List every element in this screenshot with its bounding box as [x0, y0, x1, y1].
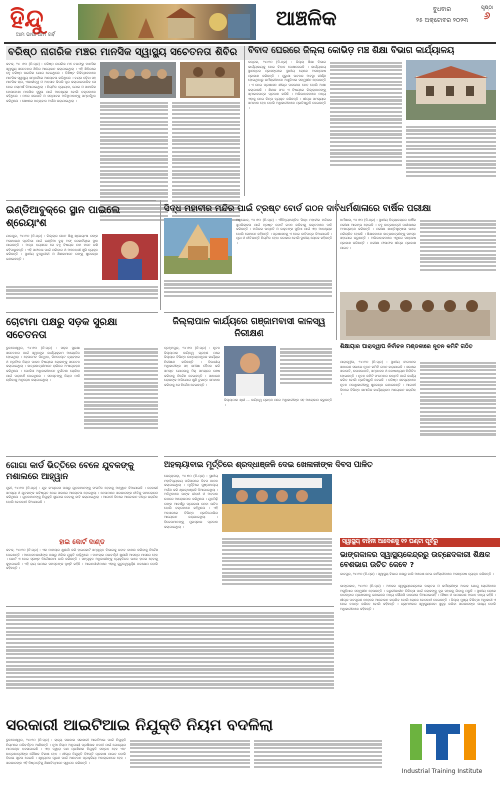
- iti-logo-label: Industrial Training Institute: [401, 768, 483, 775]
- body-committee-col2: [420, 360, 496, 454]
- photo-sreyansh: [102, 234, 158, 280]
- body-board-office-col2: [330, 60, 402, 196]
- headline-health-camp: ବରିଷ୍ଠ ନାଗରିକ ମଞ୍ଚର ମାନସିକ ସ୍ୱାସ୍ଥ୍ୟ ସଚେତନତା ଶିବିର: [6, 46, 310, 60]
- headline-high-court: ହାଇ କୋର୍ଟ ଦାଣ୍ଡ: [59, 538, 105, 546]
- body-dharmashala: ଧର୍ମଶାଳା, ୨୪।୧୦ (ନି.ପ୍ର) : ସ୍ଥାନୀୟ ବିଦ୍ୟାଳୟରେ ବାର୍ଷିକ ପରୀକ୍ଷା ଆରମ୍ଭ ହୋଇଛି । ବହୁ ଛାତ୍ରଛାତ୍ରୀ ପରୀକ୍ଷାରେ ଅଂଶଗ୍ରହଣ କରିଛନ୍ତି । ପରୀକ୍ଷା ଶାନ୍ତିଶୃଙ୍ଖଳା ଭାବେ ପରିଚାଳିତ ହେଉଛି । ଶିକ୍ଷକମାନେ ଛାତ୍ରଛାତ୍ରୀଙ୍କୁ ସମସ୍ତ ସହଯୋଗ କରୁଛନ୍ତି । ଅଭିଭାବକମାନେ ଏଥିରେ ସନ୍ତୋଷ ପ୍ରକାଶ କରିଛନ୍ତି । ପରୀକ୍ଷା ଫଳାଫଳ ଶୀଘ୍ର ପ୍ରକାଶ ପାଇବ ।: [340, 218, 416, 250]
- body-iti-col3: [254, 738, 382, 782]
- body-road-safety: ଭୁବନେଶ୍ୱର, ୨୪।୧୦ (ନି.ପ୍ର) : ସଡ଼କ ସୁରକ୍ଷା ସଚେତନତା ପାଇଁ ସ୍ୱତନ୍ତ୍ର କାର୍ଯ୍ୟକ୍ରମ ଆୟୋଜିତ ହୋଇଥିଲା । ହେଲମେଟ ପିନ୍ଧିବା, ସିଟବେଲ୍ଟ ବ୍ୟବହାର ଓ ଟ୍ରାଫିକ ନିୟମ ପାଳନ ବିଷୟରେ ଲୋକଙ୍କୁ ସଚେତନ କରାଯାଇଥିଲା । ଛାତ୍ରଛାତ୍ରୀମାନେ ରାଲିରେ ଅଂଶଗ୍ରହଣ କରିଥିଲେ । ପୋଲିସ ଅଧିକାରୀମାନେ ଦୁର୍ଘଟଣା ରୋକିବା ପାଇଁ ପରାମର୍ଶ ଦେଇଥିଲେ । ସମସ୍ତଙ୍କୁ ନିୟମ ମାନି ଚାଲିବାକୁ ଅନୁରୋଧ କରାଯାଇଥିଲା ।: [6, 346, 80, 383]
- body-collector: ବ୍ରହ୍ମପୁର, ୨୪।୧୦ (ନି.ପ୍ର) : ନୂତନ ଜିଲ୍ଲାପାଳ ଦାୟିତ୍ୱ ଗ୍ରହଣ ପରେ ଜିଲ୍ଲାର ବିଭିନ୍ନ ଉନ୍ନୟନମୂଳକ କାର୍ଯ୍ୟର ନିରୀକ୍ଷଣ କରିଛନ୍ତି । ବିଭାଗୀୟ ଅଧିକାରୀଙ୍କ ସହ ସମୀକ୍ଷା ବୈଠକ କରି ସମସ୍ତ ଯୋଜନାକୁ ଠିକ୍ ସମୟରେ ଶେଷ କରିବାକୁ ନିର୍ଦ୍ଦେଶ ଦେଇଛନ୍ତି । ସାଧାରଣ ଲୋକଙ୍କ ଅଭିଯୋଗ ଶୁଣି ତୁରନ୍ତ ସମାଧାନ କରିବାକୁ ସେ ନିର୍ଦ୍ଦେଶ ଦେଇଛନ୍ତି ।: [164, 346, 220, 387]
- body-youth-congress: ପୁରୀ, ୨୪।୧୦ (ନି.ପ୍ର) : ଯୁବ କଂଗ୍ରେସ ପକ୍ଷରୁ ଯୁବକମାନଙ୍କୁ ସଂଗଠିତ ହେବାକୁ ଆହ୍ୱାନ ଦିଆଯାଇଛି । ବେକାରୀ ସମସ୍ୟା ଓ ଯୁବକଙ୍କ ଭବିଷ୍ୟତ ନେଇ ସଭାରେ ଆଲୋଚନା ହୋଇଥିଲା । ନେତାମାନେ ସରକାରଙ୍କ ନୀତିକୁ ସମାଲୋଚନା କରିଥିଲେ । ଯୁବକମାନଙ୍କୁ ନିଯୁକ୍ତି ସୁଯୋଗ ଦେବାକୁ ଦାବି କରାଯାଇଥିଲା । ଆଗାମୀ ଦିନରେ ଆନ୍ଦୋଳନ ତୀବ୍ର କରାଯିବ ବୋଲି ଚେତାବନୀ ଦିଆଯାଇଛି ।: [6, 486, 158, 504]
- body-iti-col2: [130, 738, 250, 782]
- body-road-safety-col2: [84, 346, 158, 452]
- page-number: ୬: [483, 11, 491, 22]
- divider-h-5: [6, 456, 158, 457]
- body-sreyansh: ଯାଜପୁର, ୨୪।୧୦ (ନି.ପ୍ର) : ଜିଲ୍ଲାର ଛୋଟ ଶିଶୁ ଶ୍ରେୟାଂଶ ତାଙ୍କ ଅସାଧାରଣ ପ୍ରତିଭା ପାଇଁ ଇଣ୍ଡିଆ ବୁକ୍ ଅଫ୍ ରେକର୍ଡସ୍‌ରେ ସ୍ଥାନ ପାଇଛନ୍ତି । ଅଳ୍ପ ବୟସରେ ସେ ବହୁ ବିଷୟର ନାମ ମନେ ରଖି କହିପାରୁଛନ୍ତି । ଏହି ସଫଳତା ପାଇଁ ପରିବାର ଓ ଅଞ୍ଚଳବାସୀ ଖୁସି ବ୍ୟକ୍ତ କରିଛନ୍ତି । ସ୍ଥାନୀୟ ବୁଦ୍ଧିଜୀବୀ ଓ ଶିକ୍ଷକମାନେ ତାଙ୍କୁ ଶୁଭେଚ୍ଛା ଜଣାଇଛନ୍ତି ।: [6, 234, 98, 261]
- photo-caption-collector: ଜିଲ୍ଲାପାଳ ଶ୍ରୀ ... ଦାୟିତ୍ୱ ଗ୍ରହଣ ପରେ ଅଧିକାରୀଙ୍କ ସହ ଆଲୋଚନା କରୁଛନ୍ତି ।: [224, 398, 332, 407]
- masthead-rule: [4, 42, 496, 44]
- headline-murti: ଅହଲ୍ୟାବାଇ ମୂର୍ତ୍ତିରେ ଶ୍ରଦ୍ଧାଞ୍ଜଳି ଦେଇ ଖେଳାଳୀଙ୍କ ଦିବସ ପାଳିତ: [164, 460, 373, 469]
- body-committee: ପାରାଦ୍ୱୀପ, ୨୪।୧୦ (ନି.ପ୍ର) : ସ୍ଥାନୀୟ ସଂଗଠନର ସାଧାରଣ ସଭାରେ ନୂତନ କମିଟି ଗଠନ କରାଯାଇଛି । ସଭାରେ ସଭାପତି, ଉପସଭାପତି, ସମ୍ପାଦକ ଓ କୋଷାଧ୍ୟକ୍ଷ ନିର୍ବାଚିତ ହୋଇଛନ୍ତି । ନୂତନ କମିଟି ସଂଗଠନର ଉନ୍ନତି ପାଇଁ କାର୍ଯ୍ୟ କରିବ ବୋଲି ପ୍ରତିଶ୍ରୁତି ଦେଇଛି । ବରିଷ୍ଠ ସଦସ୍ୟମାନେ ନୂତନ ପଦାଧିକାରୀଙ୍କୁ ଶୁଭେଚ୍ଛା ଜଣାଇଛନ୍ତି । ଆଗାମୀ ଦିନରେ ବିଭିନ୍ନ ସାମାଜିକ କାର୍ଯ୍ୟକ୍ରମ ଆୟୋଜନ କରାଯିବ ।: [340, 360, 416, 397]
- day-label: ବୁଧବାର: [432, 6, 452, 13]
- logo-text: ହିନ୍ଦୁ: [10, 4, 44, 33]
- iti-logo-mark: [388, 718, 496, 764]
- headline-dharmashala: ଧର୍ମଶାଳାରେ ବାର୍ଷିକ ପରୀକ୍ଷା: [340, 204, 432, 214]
- divider-h-6: [6, 606, 334, 607]
- body-collector-col2: [280, 346, 332, 396]
- photo-murti: [222, 474, 332, 532]
- page-label: ପୃଷ୍ଠା: [481, 5, 493, 11]
- date-label: ୨୫ ଅକ୍ଟୋବର ୨୦୨୩: [416, 17, 468, 24]
- headline-committee: ଶିକ୍ଷୀୟାର ପାରାଦ୍ୱୀପ ନିର୍ବାଚନ ମଣ୍ଡଳୀରେ ନୂତନ କମିଟି ଗଠିତ: [340, 344, 473, 350]
- body-bottom-filler: [6, 610, 334, 710]
- body-board-office-col3: [406, 124, 496, 196]
- divider-h-1: [6, 200, 156, 201]
- body-murti-col2: [222, 536, 332, 600]
- masthead-logo: [6, 2, 76, 42]
- headline-road-safety: ଚୋଟାମା ପକ୍ଷରୁ ସଡ଼କ ସୁରକ୍ଷା ସଚେତନତା: [6, 317, 118, 341]
- divider-h-3: [6, 312, 158, 313]
- date-box: [408, 6, 476, 36]
- masthead: [0, 0, 500, 44]
- divider-v-1: [244, 46, 245, 196]
- headline-collector: ଜିଲ୍ଲାପାଳ କାର୍ଯ୍ୟରେ ଗଞ୍ଜାମବାସୀ କାଳସ୍ୱ ନିରୀକ୍ଷଣ: [172, 317, 326, 339]
- body-board-office: ଭଦ୍ରକ, ୨୪।୧୦ (ନି.ପ୍ର) : ଜିଲ୍ଲା ଶିକ୍ଷା ବିଭାଗ କାର୍ଯ୍ୟାଳୟକୁ ନେଇ ବିବାଦ ଦେଖାଦେଇଛି । କାର୍ଯ୍ୟାଳୟ ସ୍ଥାନାନ୍ତର ପ୍ରସଙ୍ଗରେ ସ୍ଥାନୀୟ ଲୋକେ ଅସନ୍ତୋଷ ପ୍ରକାଶ କରିଛନ୍ତି । ପୁରୁଣା ଭବନର ଅବସ୍ଥା ଜୀର୍ଣ୍ଣ ହୋଇଥିବାରୁ କର୍ମଚାରୀମାନେ ଅସୁବିଧାର ସମ୍ମୁଖୀନ ହେଉଛନ୍ତି । ଏ ନେଇ ପ୍ରଶାସନ ଶୀଘ୍ର ପଦକ୍ଷେପ ନେବ ବୋଲି ଆଶା କରାଯାଉଛି । ଶିକ୍ଷକ ସଂଘ ଏ ବିଷୟରେ ଜିଲ୍ଲାପାଳଙ୍କୁ ସ୍ମାରକପତ୍ର ପ୍ରଦାନ କରିଛି । ଅଭିଭାବକମାନେ ମଧ୍ୟ ଏହାକୁ ନେଇ ଚିନ୍ତା ବ୍ୟକ୍ତ କରିଛନ୍ତି । ଶୀଘ୍ର ସମସ୍ୟାର ସମାଧାନ ହେବ ବୋଲି ଅଧିକାରୀମାନେ ପ୍ରତିଶ୍ରୁତି ଦେଇଛନ୍ତି ।: [248, 60, 326, 110]
- logo-tagline: ଆମ ଭାଷା ଆମ ଗର୍ବ: [16, 32, 56, 38]
- body-high-court: କଟକ, ୨୪।୧୦ (ନି.ପ୍ର) : ଏକ ମାମଲାର ଶୁଣାଣି କରି ହାଇକୋର୍ଟ ସମ୍ପୃକ୍ତ ବିଭାଗକୁ ଜବାବ ଦାଖଲ କରିବାକୁ ନିର୍ଦ୍ଦେଶ ଦେଇଛନ୍ତି । ଆବେଦନକାରୀଙ୍କ ପକ୍ଷରୁ ଓକିଲ ଯୁକ୍ତି ବାଢ଼ିଥିଲେ । ମାମଲାର ପରବର୍ତ୍ତୀ ଶୁଣାଣି ଆସନ୍ତା ମାସରେ ହେବ । କୋର୍ଟ ଏ ନେଇ ସ୍ପଷ୍ଟ ନିର୍ଦ୍ଦେଶନାମା ଜାରି କରିଛନ୍ତି । ସମ୍ପୃକ୍ତ ଅଧିକାରୀଙ୍କୁ ବ୍ୟକ୍ତିଗତ ଭାବେ ହାଜର ହେବାକୁ କୁହାଯାଇଛି । ଏହି ରାୟ ଉପରେ ସମସ୍ତଙ୍କ ଦୃଷ୍ଟି ରହିଛି । ଆଇନଜୀବୀମାନେ ଏହାକୁ ଗୁରୁତ୍ୱପୂର୍ଣ୍ଣ ପଦକ୍ଷେପ ବୋଲି କହିଛନ୍ତି ।: [6, 548, 158, 571]
- headline-bank-main: ଭାଙ୍ଗକାଳର ସ୍ୱାସ୍ଥ୍ୟକେନ୍ଦ୍ରରୁ ଉଚ୍ଛେଦକାରୀ ଶିକ୍ଷକ ବେଶଭାଗ ଉଚିତ କେବେ ?: [340, 550, 491, 569]
- photo-temple: [164, 218, 232, 274]
- photo-board-office: [406, 60, 496, 120]
- iti-logo: [388, 718, 496, 782]
- body-health-camp: କଟକ, ୨୪ ।୧୦ (ନି.ପ୍ର) : ବରିଷ୍ଠ ନାଗରିକ ମଞ୍ଚ ତରଫରୁ ମାନସିକ ସ୍ୱାସ୍ଥ୍ୟ ସଚେତନତା ଶିବିର ଆୟୋଜନ କରାଯାଇଥିଲା । ଏହି ଶିବିରରେ ବହୁ ବରିଷ୍ଠ ନାଗରିକ ଯୋଗ ଦେଇଥିଲେ । ବିଶିଷ୍ଟ ଚିକିତ୍ସକମାନେ ମାନସିକ ସ୍ୱାସ୍ଥ୍ୟ ସମ୍ପର୍କରେ ଆଲୋଚନା କରିଥିଲେ । ବୟସ ବଢ଼ିବା ସହ ମାନସିକ ଚାପ, ଏକାକୀତ୍ୱ ଓ ଅବସାଦ କିପରି ଦୂର କରାଯାଇପାରିବ ସେ ନେଇ ପରାମର୍ଶ ଦିଆଯାଇଥିଲା । ନିୟମିତ ବ୍ୟାୟାମ, ଯୋଗ ଓ ସାମାଜିକ ମେଳାମେଶା ମାନସିକ ସୁସ୍ଥତା ପାଇଁ ଆବଶ୍ୟକ ବୋଲି ବକ୍ତାମାନେ କହିଥିଲେ । ମଞ୍ଚର ସଭାପତି ଓ ସମ୍ପାଦକ ଅତିଥିମାନଙ୍କୁ ସମ୍ବର୍ଦ୍ଧିତ କରିଥିଲେ । ଶେଷରେ ଧନ୍ୟବାଦ ଅର୍ପଣ କରାଯାଇଥିଲା ।: [6, 62, 96, 103]
- photo-health-camp-2: [180, 62, 240, 98]
- body-bank-sidebar: ଜାଜପୁର, ୨୪।୧୦ (ନି.ପ୍ର) : ସ୍ୱାସ୍ଥ୍ୟ ବିଭାଗ ପକ୍ଷରୁ ଜାରି ଆଦେଶ ନେଇ କର୍ମଚାରୀମାନେ ଅସନ୍ତୋଷ ବ୍ୟକ୍ତ କରିଛନ୍ତି ।: [340, 572, 494, 576]
- headline-sreyansh: ଇଣ୍ଡିଆବୁକ୍‌ରେ ସ୍ଥାନ ପାଇଲେ ଶ୍ରେୟାଂଶ: [6, 205, 121, 229]
- body-bank-main: ଭାଙ୍ଗକାଳ, ୨୪।୧୦ (ନି.ପ୍ର) : ଅଞ୍ଚଳର ସ୍ୱାସ୍ଥ୍ୟକେନ୍ଦ୍ରରେ ଡାକ୍ତର ଓ କର୍ମଚାରୀଙ୍କ ଅଭାବ ଯୋଗୁ ରୋଗୀମାନେ ଅସୁବିଧାର ସମ୍ମୁଖୀନ ହେଉଛନ୍ତି । ଜରୁରୀକାଳୀନ ଚିକିତ୍ସା ପାଇଁ ଲୋକଙ୍କୁ ଦୂର ସହରକୁ ଯିବାକୁ ପଡୁଛି । ସ୍ଥାନୀୟ ଲୋକେ ବାରମ୍ବାର ପ୍ରଶାସନକୁ ଜଣାଇଲେ ମଧ୍ୟ କୌଣସି ପଦକ୍ଷେପ ନିଆଯାଇନାହିଁ । ଔଷଧ ଓ ଉପକରଣ ଅଭାବ ମଧ୍ୟ ରହିଛି । ଶୀଘ୍ର ପଦପୂରଣ ନହେଲେ ଆନ୍ଦୋଳନ କରାଯିବ ବୋଲି ଲୋକେ ଚେତାବନୀ ଦେଇଛନ୍ତି । ଜିଲ୍ଲା ମୁଖ୍ୟ ଚିକିତ୍ସା ଅଧିକାରୀ ଏ ନେଇ ତଦନ୍ତ କରିବେ ବୋଲି କହିଛନ୍ତି । ଗ୍ରାମାଞ୍ଚଳର ସ୍ୱାସ୍ଥ୍ୟସେବା ସୁଦୃଢ଼ କରିବା ସରକାରଙ୍କ ଲକ୍ଷ୍ୟ ବୋଲି ଅଧିକାରୀମାନେ କହିଛନ୍ତି ।: [340, 584, 496, 611]
- masthead-banner-photo: [78, 4, 256, 40]
- body-dharmashala-col2: [420, 218, 496, 288]
- body-temple-trust-2: [164, 278, 332, 308]
- divider-v-2: [160, 200, 161, 310]
- headline-youth-congress: ଗୋଗା କାର୍ଡ ଭିତ୍ତିରେ ବେଳେ ଯୁବକଙ୍କୁ ମଶାଲରେ ଆହ୍ୱାନ: [6, 460, 134, 481]
- body-temple-trust-3: [286, 204, 332, 216]
- divider-v-3: [336, 200, 337, 340]
- body-temple-trust: ଅନୁଗୋଳ, ୨୪।୧୦ (ନି.ପ୍ର) : ଐତିହ୍ୟମଣ୍ଡିତ ସିଦ୍ଧ ମହାବୀର ମନ୍ଦିରର ସୁପରିଚାଳନା ପାଇଁ ଟ୍ରଷ୍ଟ ବୋର୍ଡ ଗଠନ କରିବାକୁ ଭକ୍ତମାନେ ଦାବି କରିଛନ୍ତି । ମନ୍ଦିରର ଉନ୍ନତି ଓ ଭକ୍ତଙ୍କ ସୁବିଧା ପାଇଁ ଏହା ଆବଶ୍ୟକ ବୋଲି ସେମାନେ କହିଛନ୍ତି । ପ୍ରଶାସନକୁ ଏ ନେଇ ଦାବିପତ୍ର ଦିଆଯାଇଛି । ପୂଜା ଓ ନୀତିକାନ୍ତି ନିୟମିତ ହେବା ଦରକାର ବୋଲି ସ୍ଥାନୀୟ ଲୋକେ କହିଛନ୍ତି ।: [236, 218, 332, 245]
- section-title: ଆଞ୍ଚଳିକ: [276, 6, 337, 30]
- photo-health-camp: [100, 62, 176, 98]
- headline-temple-trust: ସିଦ୍ଧ ମହାବୀର ମନ୍ଦିର ପାଇଁ ଟ୍ରଷ୍ଟ ବୋର୍ଡ ଗଠନ ଦାବି: [164, 204, 341, 214]
- body-murti: କେନ୍ଦ୍ରାପଡ଼ା, ୨୪।୧୦ (ନି.ପ୍ର) : ସ୍ଥାନୀୟ ମହାବିଦ୍ୟାଳୟ ପରିସରରେ ଦିବସ ପାଳନ କରାଯାଇଥିଲା । ମୂର୍ତ୍ତିରେ ପୁଷ୍ପମାଲ୍ୟ ଅର୍ପଣ କରି ଶ୍ରଦ୍ଧାଞ୍ଜଳି ଦିଆଯାଇଥିଲା । ଅତିଥିମାନେ ତାଙ୍କ ଜୀବନୀ ଓ ଅବଦାନ ଉପରେ ଆଲୋକପାତ କରିଥିଲେ । ଯୁବପିଢ଼ି ତାଙ୍କ ଆଦର୍ଶରୁ ପ୍ରେରଣା ନେବା ଉଚିତ ବୋଲି ବକ୍ତାମାନେ କହିଥିଲେ । ଏହି ଅବସରରେ ବିଭିନ୍ନ ପ୍ରତିଯୋଗିତା ଆୟୋଜନ କରାଯାଇଥିଲା । ବିଜେତାମାନଙ୍କୁ ପୁରସ୍କାର ପ୍ରଦାନ କରାଯାଇଥିଲା ।: [164, 474, 218, 529]
- photo-collector: [224, 346, 276, 396]
- headline-board-office: ବିବାଦ ଘେରରେ ଜିଲ୍ଲା କୋଭିଡ଼ ମଞ୍ଚ ଶିକ୍ଷା ବିଭାଗ କାର୍ଯ୍ୟାଳୟ: [248, 46, 455, 56]
- divider-h-4: [164, 456, 496, 457]
- temple-collage-graphic: [78, 4, 256, 40]
- page-number-badge: [478, 5, 496, 33]
- body-sreyansh-long: [6, 284, 158, 308]
- headline-iti: ସରକାରୀ ଆଇଟିଆଇ ନିଯୁକ୍ତି ନିୟମ ବଦଳିଲା: [6, 716, 274, 734]
- photo-dharmashala: [340, 292, 496, 340]
- divider-h-2: [164, 312, 334, 313]
- headline-bank-sidebar: ସ୍ୱାସ୍ଥ୍ୟ ବାହିନୀ ଆଦେଶକୁ ୧୨ ଘଣ୍ଟା ପୂର୍ବରୁ: [340, 538, 500, 547]
- body-iti: ଭୁବନେଶ୍ୱର, ୨୪।୧୦ (ନି.ପ୍ର) : ରାଜ୍ୟ ସରକାର ସରକାରୀ ଆଇଟିଆଇ ପାଇଁ ନିଯୁକ୍ତି ନିୟମରେ ପରିବର୍ତ୍ତନ ଆଣିଛନ୍ତି । ନୂଆ ନିୟମ ଅନୁଯାୟୀ ପ୍ରଶିକ୍ଷକ ପଦବୀ ପାଇଁ ଯୋଗ୍ୟତା ମାପଦଣ୍ଡ ବଦଳାଯାଇଛି । ଏହା ଦ୍ୱାରା ଦକ୍ଷ ପ୍ରଶିକ୍ଷକ ନିଯୁକ୍ତି ସମ୍ଭବ ହେବ ଏବଂ ଛାତ୍ରଛାତ୍ରୀଙ୍କ କୌଶଳ ବିକାଶ ହେବ । ଶୀଘ୍ର ନିଯୁକ୍ତି ବିଜ୍ଞପ୍ତି ପ୍ରକାଶ ପାଇବ ବୋଲି ବିଭାଗ ସୂଚନା ଦେଇଛି । ଶୂନ୍ୟପଦ ପୂରଣ ପାଇଁ ଆବେଦନ ପ୍ରକ୍ରିୟା ଅନଲାଇନରେ ହେବ । ସରକାରଙ୍କ ଏହି ନିଷ୍ପତ୍ତିକୁ ଶିକ୍ଷାବିତ୍‌ମାନେ ସ୍ୱାଗତ କରିଛନ୍ତି ।: [6, 738, 126, 765]
